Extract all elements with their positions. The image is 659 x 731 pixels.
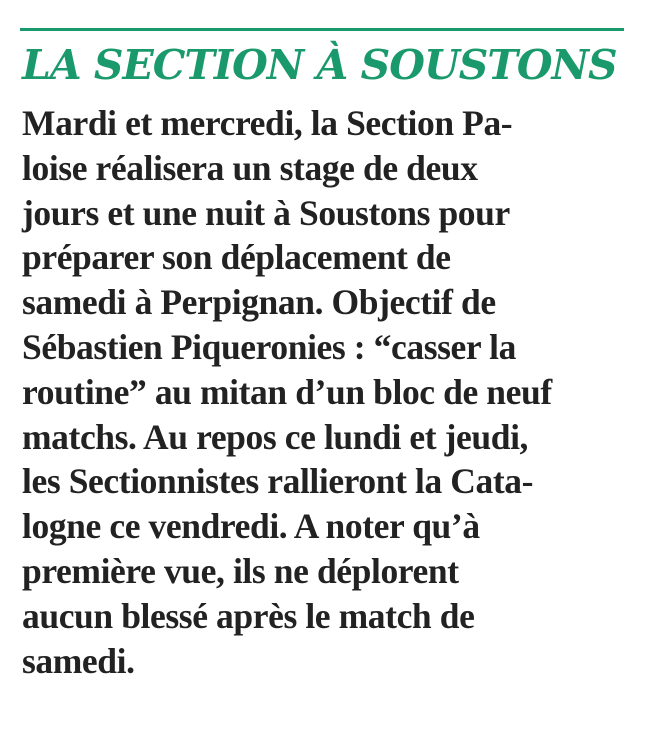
body-line: routine” au mitan d’un bloc de neuf — [22, 371, 552, 412]
body-line: Mardi et mercredi, la Section Pa- — [22, 103, 513, 143]
body-line: première vue, ils ne déplorent — [22, 550, 459, 591]
body-line: jours et une nuit à Soustons pour — [22, 192, 510, 233]
article — [20, 28, 632, 683]
body-line: aucun blessé après le match de — [22, 595, 475, 636]
top-divider — [20, 28, 624, 31]
body-line: préparer son déplacement de — [22, 237, 451, 278]
headline: LA SECTION À SOUSTONS — [22, 41, 617, 89]
body-line: samedi à Perpignan. Objectif de — [22, 282, 496, 323]
body-line: loise réalisera un stage de deux — [22, 147, 478, 188]
body-line: Sébastien Piqueronies : “casser la — [22, 326, 516, 367]
body-line: samedi. — [22, 640, 135, 681]
body-line: matchs. Au repos ce lundi et jeudi, — [22, 416, 529, 457]
article-body — [20, 101, 632, 683]
body-line: les Sectionnistes rallieront la Cata- — [22, 461, 534, 502]
body-line: logne ce vendredi. A noter qu’à — [22, 506, 480, 547]
